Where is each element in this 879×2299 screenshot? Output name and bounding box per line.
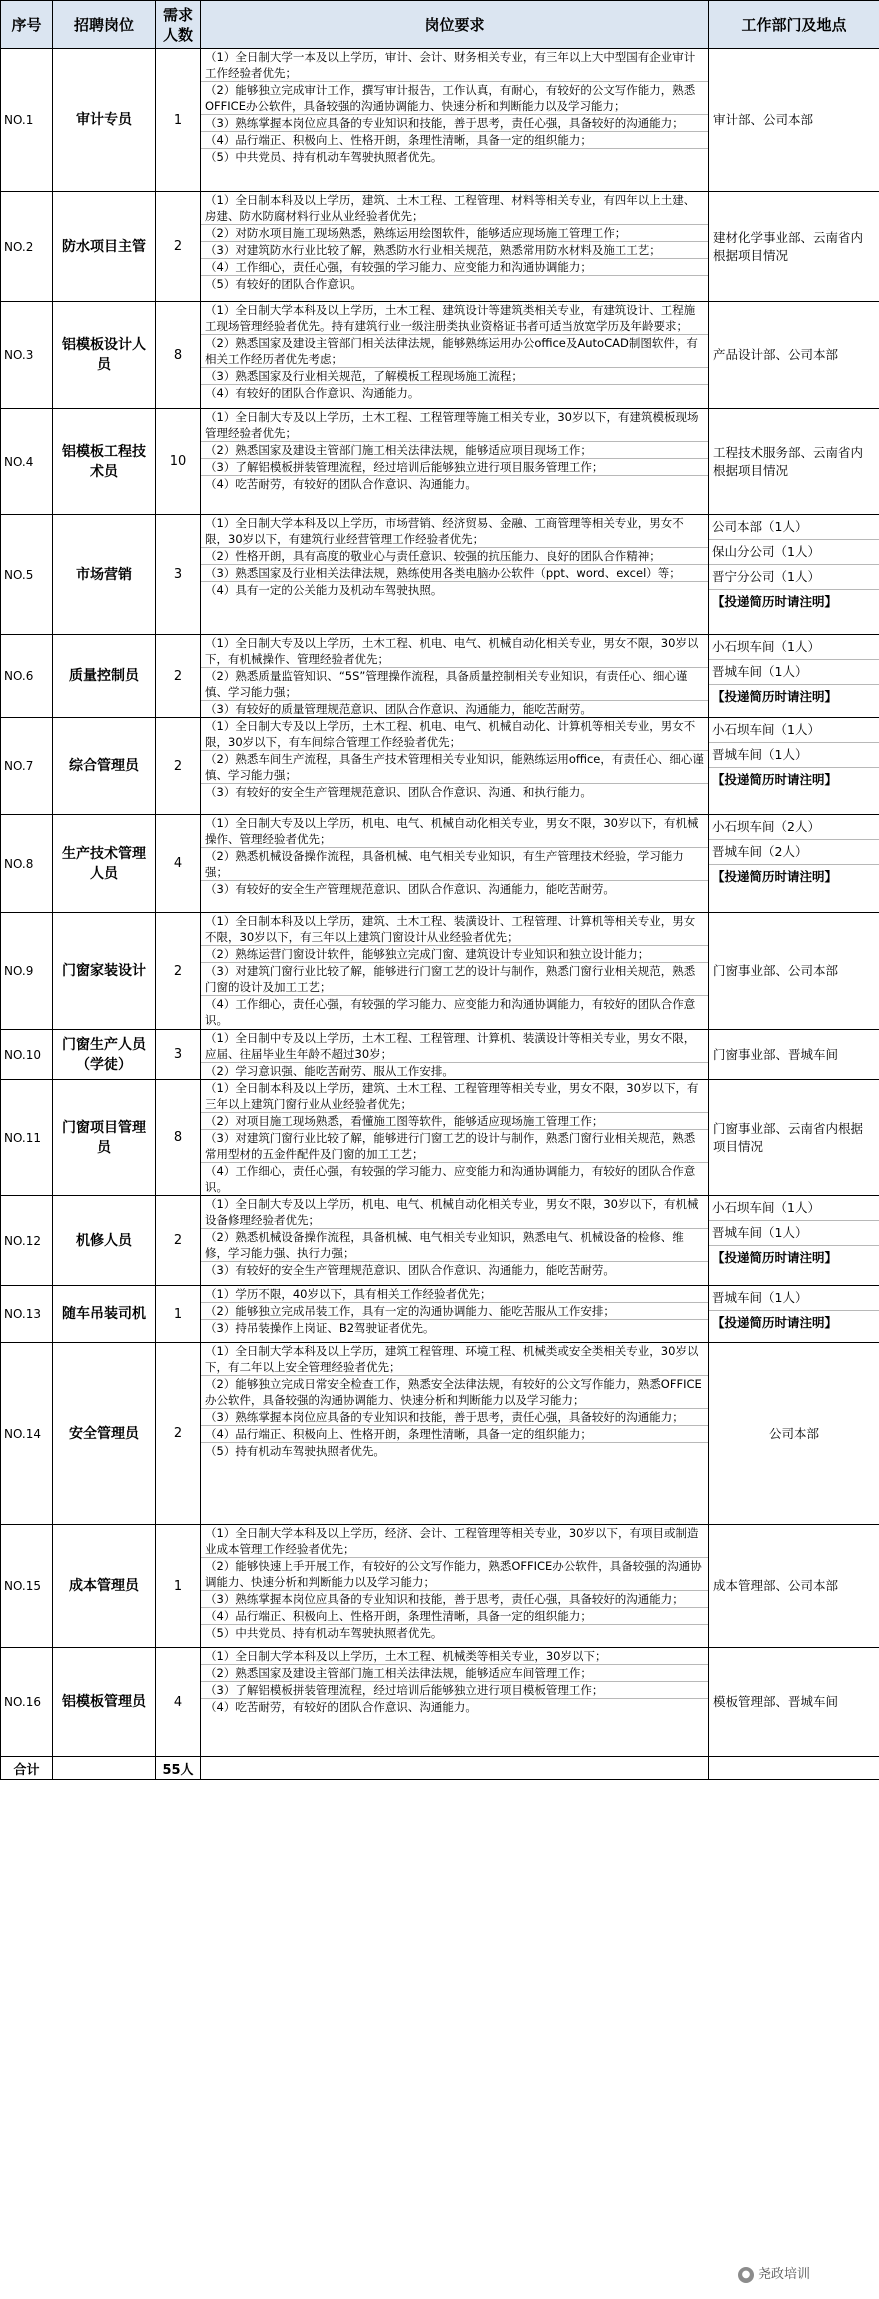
row-number: NO.1 [1,49,53,192]
location-cell [709,913,879,1030]
headcount: 2 [156,718,201,815]
location-text: 门窗事业部、云南省内根据项目情况 [713,1120,864,1154]
headcount: 4 [156,815,201,913]
requirement-item: （3）熟练掌握本岗位应具备的专业知识和技能，善于思考，责任心强，具备较好的沟通能力； [201,115,708,132]
table-row [1,49,879,192]
requirement-item: （4）具有一定的公关能力及机动车驾驶执照。 [205,583,443,597]
row-number: NO.2 [1,192,53,302]
requirement-item: （1）全日制大专及以上学历，机电、电气、机械自动化相关专业，男女不限，30岁以下，有机械设备修理经验者优先； [201,1196,708,1229]
requirement-item: （4）品行端正、积极向上、性格开朗，条理性清晰，具备一定的组织能力； [201,132,708,149]
requirement-item: （3）有较好的质量管理规范意识、团队合作意识、沟通能力，能吃苦耐劳。 [205,702,592,716]
location-line: 公司本部（1人） [709,515,879,540]
location-text: 建材化学事业部、云南省内根据项目情况 [713,229,864,263]
row-number: NO.3 [1,302,53,409]
location-cell [709,1286,879,1343]
table-row [1,515,879,635]
total-label: 合计 [1,1757,53,1780]
row-number: NO.13 [1,1286,53,1343]
headcount: 1 [156,1525,201,1648]
location-text: 模板管理部、晋城车间 [713,1694,839,1709]
table-row [1,913,879,1030]
headcount: 3 [156,515,201,635]
table-row [1,1525,879,1648]
requirements-cell [201,515,709,635]
location-cell [709,815,879,913]
requirement-item: （2）熟悉国家及建设主管部门施工相关法律法规，能够适应车间管理工作； [201,1665,708,1682]
headcount: 3 [156,1030,201,1080]
location-line: 晋城车间（2人） [709,840,879,865]
requirement-item: （2）能够独立完成审计工作，撰写审计报告，工作认真，有耐心，有较好的公文写作能力，熟悉OFFICE办公软件，具备较强的沟通协调能力、快速分析和判断能力以及学习能力； [201,82,708,115]
watermark-text: 尧政培训 [758,2267,811,2282]
requirement-item: （1）全日制大学本科及以上学历，土木工程、建筑设计等建筑类相关专业，有建筑设计、工程施工现场管理经验者优先。持有建筑行业一级注册类执业资格证书者可适当放宽学历及年龄要求； [201,302,708,335]
table-row [1,1343,879,1525]
requirement-item: （3）对建筑门窗行业比较了解，能够进行门窗工艺的设计与制作，熟悉门窗行业相关规范，熟悉门窗的设计及加工工艺； [201,963,708,996]
location-note: 【投递简历时请注明】 [712,1315,838,1330]
requirement-item: （4）工作细心，责任心强，有较强的学习能力、应变能力和沟通协调能力； [201,259,708,276]
requirement-item: （1）全日制本科及以上学历，建筑、土木工程、工程管理等相关专业，男女不限，30岁以下，有三年以上建筑门窗行业从业经验者优先； [201,1080,708,1113]
requirement-item: （1）全日制本科及以上学历，建筑、土木工程、工程管理、材料等相关专业，有四年以上土建、房建、防水防腐材料行业从业经验者优先； [201,192,708,225]
requirement-item: （1）全日制大专及以上学历，机电、电气、机械自动化相关专业，男女不限，30岁以下，有机械操作、管理经验者优先； [201,815,708,848]
requirements-cell [201,635,709,718]
requirement-item: （3）有较好的安全生产管理规范意识、团队合作意识、沟通能力，能吃苦耐劳。 [205,882,615,896]
location-cell [709,49,879,192]
requirement-item: （3）熟悉国家及行业相关法律法规，熟练使用各类电脑办公软件（ppt、word、excel）等； [201,565,708,582]
requirement-item: （1）全日制中专及以上学历，土木工程、工程管理、计算机、装潢设计等相关专业，男女不限，应届、往届毕业生年龄不超过30岁； [201,1030,708,1063]
position-name: 质量控制员 [53,635,156,718]
headcount: 1 [156,49,201,192]
requirement-item: （2）对防水项目施工现场熟悉，熟练运用绘图软件，能够适应现场施工管理工作； [201,225,708,242]
position-name: 防水项目主管 [53,192,156,302]
row-number: NO.12 [1,1196,53,1286]
requirement-item: （3）熟练掌握本岗位应具备的专业知识和技能，善于思考，责任心强，具备较好的沟通能力； [201,1409,708,1426]
requirements-cell [201,913,709,1030]
location-cell [709,1343,879,1525]
row-number: NO.5 [1,515,53,635]
table-row [1,409,879,515]
headcount: 2 [156,1196,201,1286]
requirement-item: （3）熟悉国家及行业相关规范，了解模板工程现场施工流程； [201,368,708,385]
requirement-item: （3）了解铝模板拼装管理流程，经过培训后能够独立进行项目服务管理工作； [201,459,708,476]
requirement-item: （2）熟悉质量监管知识、“5S”管理操作流程，具备质量控制相关专业知识，有责任心、细心谨慎、学习能力强； [201,668,708,701]
headcount: 2 [156,192,201,302]
requirements-cell [201,1648,709,1757]
requirement-item: （2）学习意识强、能吃苦耐劳、服从工作安排。 [205,1064,454,1078]
headcount: 4 [156,1648,201,1757]
position-name: 综合管理员 [53,718,156,815]
location-line: 晋城车间（1人） [709,1286,879,1311]
location-note: 【投递简历时请注明】 [712,594,838,609]
location-cell [709,1080,879,1196]
requirements-cell [201,1080,709,1196]
requirement-item: （5）中共党员、持有机动车驾驶执照者优先。 [205,1626,443,1640]
headcount: 8 [156,1080,201,1196]
requirement-item: （4）工作细心，责任心强，有较强的学习能力、应变能力和沟通协调能力，有较好的团队合作意识。 [205,1164,696,1194]
table-row [1,1648,879,1757]
table-row [1,1196,879,1286]
row-number: NO.15 [1,1525,53,1648]
location-cell [709,718,879,815]
requirement-item: （4）吃苦耐劳，有较好的团队合作意识、沟通能力。 [205,477,477,491]
position-name: 审计专员 [53,49,156,192]
row-number: NO.4 [1,409,53,515]
table-row [1,815,879,913]
header-no: 序号 [1,1,53,49]
location-text: 门窗事业部、公司本部 [713,963,839,978]
requirement-item: （2）熟悉机械设备操作流程，具备机械、电气相关专业知识，熟悉电气、机械设备的检修、维修，学习能力强、执行力强； [201,1229,708,1262]
requirement-item: （4）品行端正、积极向上、性格开朗，条理性清晰，具备一定的组织能力； [201,1608,708,1625]
header-requirements: 岗位要求 [201,1,709,49]
location-line: 小石坝车间（1人） [709,1196,879,1221]
requirement-item: （3）有较好的安全生产管理规范意识、团队合作意识、沟通、和执行能力。 [205,785,592,799]
requirement-item: （4）工作细心，责任心强，有较强的学习能力、应变能力和沟通协调能力，有较好的团队合作意识。 [205,997,696,1027]
requirement-item: （2）能够独立完成日常安全检查工作，熟悉安全法律法规，有较好的公文写作能力，熟悉OFFICE办公软件，具备较强的沟通协调能力、快速分析和判断能力以及学习能力； [201,1376,708,1409]
requirements-cell [201,1286,709,1343]
headcount: 1 [156,1286,201,1343]
requirement-item: （2）能够独立完成吊装工作，具有一定的沟通协调能力、能吃苦服从工作安排； [201,1303,708,1320]
row-number: NO.10 [1,1030,53,1080]
requirements-cell [201,49,709,192]
requirement-item: （2）能够快速上手开展工作，有较好的公文写作能力，熟悉OFFICE办公软件，具备较强的沟通协调能力、快速分析和判断能力以及学习能力； [201,1558,708,1591]
requirement-item: （5）中共党员、持有机动车驾驶执照者优先。 [205,150,443,164]
header-count: 需求人数 [156,1,201,49]
location-text: 产品设计部、公司本部 [713,347,839,362]
location-cell [709,1030,879,1080]
row-number: NO.11 [1,1080,53,1196]
location-note: 【投递简历时请注明】 [712,689,838,704]
location-note: 【投递简历时请注明】 [712,1250,838,1265]
location-line: 晋宁分公司（1人） [709,565,879,590]
location-text: 工程技术服务部、云南省内根据项目情况 [713,444,864,478]
location-cell [709,192,879,302]
requirement-item: （2）熟悉国家及建设主管部门相关法律法规，能够熟练运用办公office及AutoCAD制图软件，有相关工作经历者优先考虑； [201,335,708,368]
location-text: 审计部、公司本部 [713,112,814,127]
requirement-item: （3）对建筑门窗行业比较了解，能够进行门窗工艺的设计与制作，熟悉门窗行业相关规范，熟悉常用型材的五金件配件及门窗的加工工艺； [201,1130,708,1163]
table-row [1,192,879,302]
location-cell [709,409,879,515]
table-row [1,1080,879,1196]
location-cell [709,302,879,409]
row-number: NO.14 [1,1343,53,1525]
location-cell [709,635,879,718]
requirement-item: （1）学历不限，40岁以下，具有相关工作经验者优先； [201,1286,708,1303]
requirement-item: （1）全日制本科及以上学历，建筑、土木工程、装潢设计、工程管理、计算机等相关专业，男女不限，30岁以下，有三年以上建筑门窗设计从业经验者优先； [201,913,708,946]
requirement-item: （1）全日制大专及以上学历，土木工程、工程管理等施工相关专业，30岁以下，有建筑模板现场管理经验者优先； [201,409,708,442]
row-number: NO.9 [1,913,53,1030]
requirement-item: （4）吃苦耐劳，有较好的团队合作意识、沟通能力。 [205,1700,477,1714]
requirement-item: （1）全日制大学本科及以上学历，土木工程、机械类等相关专业，30岁以下； [201,1648,708,1665]
table-row [1,302,879,409]
requirement-item: （2）性格开朗，具有高度的敬业心与责任意识、较强的抗压能力、良好的团队合作精神； [201,548,708,565]
position-name: 铝模板工程技术员 [53,409,156,515]
table-row [1,1030,879,1080]
position-name: 机修人员 [53,1196,156,1286]
location-cell [709,1196,879,1286]
requirement-item: （2）对项目施工现场熟悉，看懂施工图等软件，能够适应现场施工管理工作； [201,1113,708,1130]
total-blank [201,1757,709,1780]
position-name: 门窗家装设计 [53,913,156,1030]
row-number: NO.6 [1,635,53,718]
requirements-cell [201,1343,709,1525]
location-line: 保山分公司（1人） [709,540,879,565]
requirement-item: （3）了解铝模板拼装管理流程，经过培训后能够独立进行项目模板管理工作； [201,1682,708,1699]
requirement-item: （3）熟练掌握本岗位应具备的专业知识和技能，善于思考，责任心强，具备较好的沟通能力； [201,1591,708,1608]
position-name: 安全管理员 [53,1343,156,1525]
requirement-item: （2）熟练运营门窗设计软件，能够独立完成门窗、建筑设计专业知识和独立设计能力； [201,946,708,963]
position-name: 铝模板设计人员 [53,302,156,409]
table-body [1,49,879,1757]
requirement-item: （2）熟悉车间生产流程，具备生产技术管理相关专业知识，能熟练运用office，有责任心、细心谨慎、学习能力强； [201,751,708,784]
requirements-cell [201,409,709,515]
position-name: 随车吊装司机 [53,1286,156,1343]
header-position: 招聘岗位 [53,1,156,49]
requirement-item: （1）全日制大学本科及以上学历，经济、会计、工程管理等相关专业，30岁以下，有项目或制造业成本管理工作经验者优先； [201,1525,708,1558]
requirement-item: （1）全日制大学一本及以上学历，审计、会计、财务相关专业，有三年以上大中型国有企业审计工作经验者优先； [201,49,708,82]
total-blank [53,1757,156,1780]
position-name: 成本管理员 [53,1525,156,1648]
requirement-item: （1）全日制大学本科及以上学历，建筑工程管理、环境工程、机械类或安全类相关专业，30岁以下，有二年以上安全管理经验者优先； [201,1343,708,1376]
location-line: 小石坝车间（1人） [709,718,879,743]
location-line: 晋城车间（1人） [709,1221,879,1246]
requirement-item: （1）全日制大专及以上学历，土木工程、机电、电气、机械自动化相关专业，男女不限，30岁以下，有机械操作、管理经验者优先； [201,635,708,668]
requirement-item: （1）全日制大学本科及以上学历，市场营销、经济贸易、金融、工商管理等相关专业，男女不限，30岁以下，有建筑行业经营管理工作经验者优先； [201,515,708,548]
location-note: 【投递简历时请注明】 [712,869,838,884]
location-text: 门窗事业部、晋城车间 [713,1046,839,1062]
requirement-item: （5）持有机动车驾驶执照者优先。 [205,1444,385,1458]
requirements-cell [201,1196,709,1286]
requirements-cell [201,718,709,815]
location-cell [709,515,879,635]
row-number: NO.16 [1,1648,53,1757]
position-name: 门窗项目管理员 [53,1080,156,1196]
requirement-item: （3）有较好的安全生产管理规范意识、团队合作意识、沟通能力，能吃苦耐劳。 [205,1263,615,1277]
location-cell [709,1648,879,1757]
table-row [1,718,879,815]
table-row [1,635,879,718]
location-text: 公司本部 [768,1425,819,1441]
headcount: 2 [156,635,201,718]
location-text: 成本管理部、公司本部 [713,1578,839,1593]
requirements-cell [201,192,709,302]
location-cell [709,1525,879,1648]
location-note: 【投递简历时请注明】 [712,772,838,787]
watermark [738,2263,810,2283]
requirements-cell [201,1030,709,1080]
headcount: 8 [156,302,201,409]
requirements-cell [201,1525,709,1648]
requirement-item: （4）有较好的团队合作意识、沟通能力。 [205,386,420,400]
requirement-item: （1）全日制大专及以上学历，土木工程、机电、电气、机械自动化、计算机等相关专业，男女不限，30岁以下，有车间综合管理工作经验者优先； [201,718,708,751]
position-name: 市场营销 [53,515,156,635]
total-blank [709,1757,879,1780]
location-line: 小石坝车间（2人） [709,815,879,840]
position-name: 生产技术管理人员 [53,815,156,913]
total-value: 55人 [156,1757,201,1780]
location-line: 小石坝车间（1人） [709,635,879,660]
header-row [1,1,879,49]
location-line: 晋城车间（1人） [709,743,879,768]
row-number: NO.8 [1,815,53,913]
wechat-icon: ● [738,2267,754,2283]
position-name: 铝模板管理员 [53,1648,156,1757]
requirement-item: （2）熟悉机械设备操作流程，具备机械、电气相关专业知识，有生产管理技术经验，学习能力强； [201,848,708,881]
requirements-cell [201,815,709,913]
requirement-item: （3）对建筑防水行业比较了解，熟悉防水行业相关规范，熟悉常用防水材料及施工工艺； [201,242,708,259]
position-name: 门窗生产人员（学徒） [53,1030,156,1080]
requirement-item: （3）持吊装操作上岗证、B2驾驶证者优先。 [205,1321,435,1335]
table-row [1,1286,879,1343]
headcount: 10 [156,409,201,515]
requirement-item: （5）有较好的团队合作意识。 [205,277,362,291]
requirement-item: （2）熟悉国家及建设主管部门施工相关法律法规，能够适应项目现场工作； [201,442,708,459]
requirement-item: （4）品行端正、积极向上、性格开朗，条理性清晰，具备一定的组织能力； [201,1426,708,1443]
headcount: 2 [156,1343,201,1525]
header-location: 工作部门及地点 [709,1,879,49]
headcount: 2 [156,913,201,1030]
row-number: NO.7 [1,718,53,815]
location-line: 晋城车间（1人） [709,660,879,685]
requirements-cell [201,302,709,409]
total-row [1,1757,879,1780]
